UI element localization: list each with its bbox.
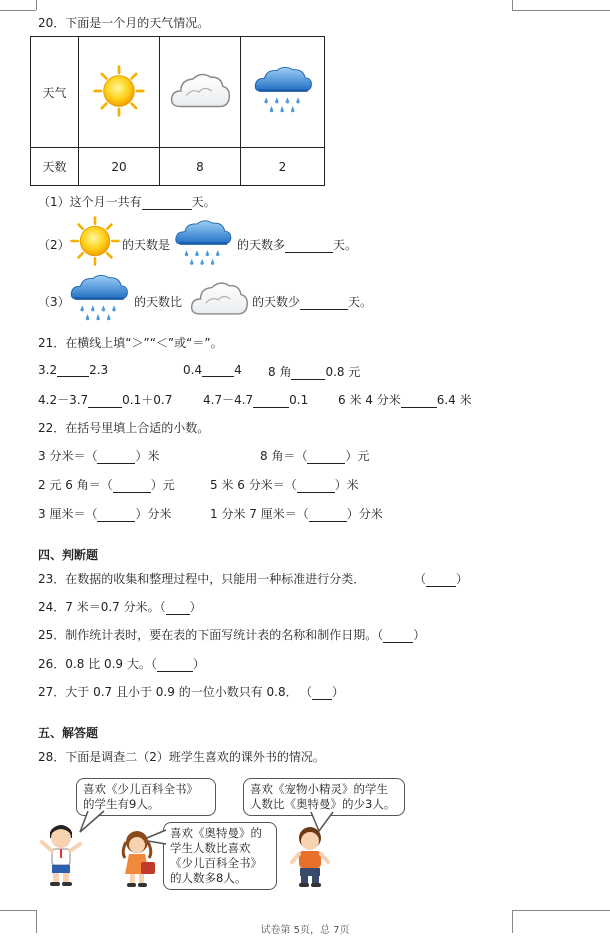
answer-blank[interactable] bbox=[383, 642, 413, 643]
crop-mark bbox=[36, 0, 37, 10]
answer-blank[interactable] bbox=[291, 379, 325, 380]
answer-blank[interactable] bbox=[166, 614, 190, 615]
row-label-weather: 天气 bbox=[31, 37, 79, 148]
q20-sub2-prefix: （2） bbox=[38, 238, 70, 252]
speech-bubble-3: 喜欢《宠物小精灵》的学生 人数比《奥特曼》的少3人。 bbox=[243, 778, 405, 816]
q24: 24．7 米＝0.7 分米。（ ） bbox=[38, 600, 202, 614]
q23-answer: （ ） bbox=[414, 572, 469, 586]
q22-item: 3 分米＝（ ）米 bbox=[38, 449, 160, 463]
q25: 25．制作统计表时，要在表的下面写统计表的名称和制作日期。（ ） bbox=[38, 628, 426, 642]
q26: 26．0.8 比 0.9 大。（ ） bbox=[38, 657, 205, 671]
answer-blank[interactable] bbox=[285, 252, 333, 253]
q21-item: 8 角 0.8 元 bbox=[268, 365, 361, 379]
rainy-icon bbox=[241, 37, 325, 148]
section-5-title: 五、解答题 bbox=[38, 726, 99, 740]
page-footer: 试卷第 5页，总 7页 bbox=[260, 925, 350, 936]
answer-blank[interactable] bbox=[297, 492, 335, 493]
answer-blank[interactable] bbox=[97, 521, 135, 522]
q22-item: 2 元 6 角＝（ ）元 bbox=[38, 478, 175, 492]
sunny-icon bbox=[79, 37, 160, 148]
bubble-tail bbox=[78, 810, 118, 834]
q21-item: 6 米 4 分米 6.4 米 bbox=[338, 393, 472, 407]
answer-blank[interactable] bbox=[426, 586, 456, 587]
q20-sub3-mid1: 的天数比 bbox=[134, 295, 183, 309]
count-sunny: 20 bbox=[79, 148, 160, 186]
answer-blank[interactable] bbox=[142, 209, 192, 210]
section-4-title: 四、判断题 bbox=[38, 548, 99, 562]
speech-bubble-1: 喜欢《少儿百科全书》 的学生有9人。 bbox=[76, 778, 216, 816]
answer-blank[interactable] bbox=[309, 521, 347, 522]
crop-mark bbox=[512, 0, 513, 10]
boy-student-illustration bbox=[288, 824, 332, 888]
rainy-icon bbox=[172, 218, 234, 270]
q22-title: 22．在括号里填上合适的小数。 bbox=[38, 421, 210, 435]
q21-item: 3.2 2.3 bbox=[38, 363, 109, 377]
crop-mark bbox=[0, 910, 36, 911]
count-cloudy: 8 bbox=[160, 148, 241, 186]
crop-mark bbox=[512, 910, 610, 911]
q22-item: 3 厘米＝（ ）分米 bbox=[38, 507, 172, 521]
rainy-icon bbox=[68, 272, 130, 326]
count-rainy: 2 bbox=[241, 148, 325, 186]
speech-bubble-2: 喜欢《奥特曼》的 学生人数比喜欢 《少儿百科全书》 的人数多8人。 bbox=[163, 822, 277, 890]
weather-table bbox=[30, 36, 325, 186]
q21-item: 4.7－4.7 0.1 bbox=[203, 393, 309, 407]
q22-item: 8 角＝（ ）元 bbox=[260, 449, 370, 463]
girl-student-illustration bbox=[115, 828, 159, 890]
q21-title: 21．在横线上填“＞”“＜”或“＝”。 bbox=[38, 336, 223, 350]
answer-blank[interactable] bbox=[57, 376, 89, 377]
answer-blank[interactable] bbox=[202, 376, 234, 377]
row-label-days: 天数 bbox=[31, 148, 79, 186]
cloudy-icon bbox=[188, 277, 250, 321]
q20-sub2-tail: 的天数多 天。 bbox=[237, 238, 358, 252]
q20-sub3-tail: 的天数少 天。 bbox=[252, 295, 373, 309]
answer-blank[interactable] bbox=[401, 407, 437, 408]
q27-answer: （ ） bbox=[300, 685, 345, 699]
answer-blank[interactable] bbox=[88, 407, 122, 408]
q20-sub1: （1）这个月一共有 天。 bbox=[38, 195, 216, 209]
q22-item: 1 分米 7 厘米＝（ ）分米 bbox=[210, 507, 383, 521]
answer-blank[interactable] bbox=[97, 463, 135, 464]
q28-title: 28．下面是调查二（2）班学生喜欢的课外书的情况。 bbox=[38, 750, 325, 764]
q27: 27．大于 0.7 且小于 0.9 的一位小数只有 0.8． bbox=[38, 685, 298, 699]
answer-blank[interactable] bbox=[157, 671, 193, 672]
cloudy-icon bbox=[160, 37, 241, 148]
q23: 23．在数据的收集和整理过程中，只能用一种标准进行分类． bbox=[38, 572, 366, 586]
q22-item: 5 米 6 分米＝（ ）米 bbox=[210, 478, 359, 492]
answer-blank[interactable] bbox=[300, 309, 348, 310]
boy-student-illustration bbox=[38, 818, 84, 888]
q20-sub2-mid1: 的天数是 bbox=[122, 238, 171, 252]
sunny-icon bbox=[67, 215, 123, 267]
answer-blank[interactable] bbox=[113, 492, 151, 493]
crop-mark bbox=[512, 10, 610, 11]
q21-item: 0.4 4 bbox=[183, 363, 242, 377]
q20-sub3-prefix: （3） bbox=[38, 295, 70, 309]
answer-blank[interactable] bbox=[253, 407, 289, 408]
answer-blank[interactable] bbox=[307, 463, 345, 464]
crop-mark bbox=[0, 10, 36, 11]
answer-blank[interactable] bbox=[312, 699, 332, 700]
q20-title: 20．下面是一个月的天气情况。 bbox=[38, 16, 210, 30]
q21-item: 4.2－3.7 0.1＋0.7 bbox=[38, 393, 173, 407]
